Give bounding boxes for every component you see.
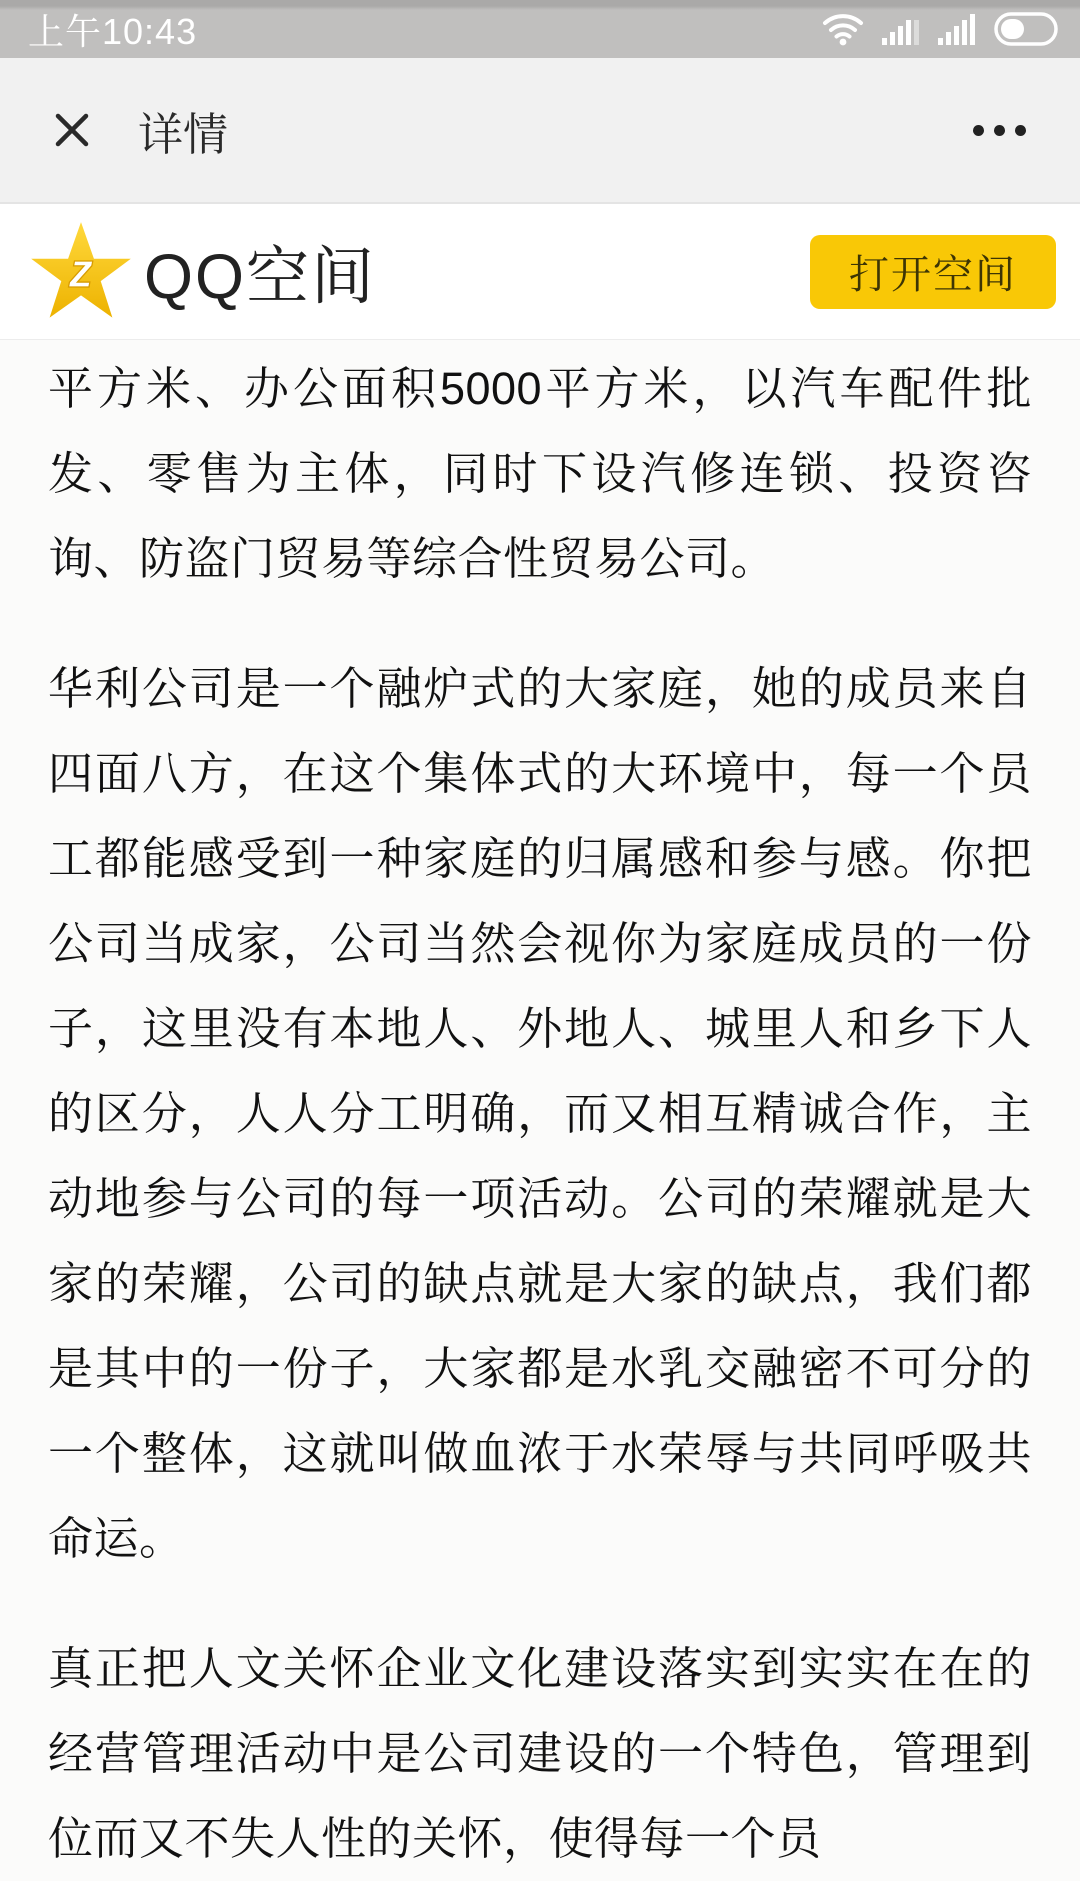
signal-icon (882, 13, 920, 45)
close-icon[interactable] (52, 110, 92, 150)
wifi-icon (822, 12, 864, 46)
svg-text:z: z (68, 243, 94, 298)
paragraph: 华利公司是一个融炉式的大家庭，她的成员来自四面八方，在这个集体式的大环境中，每一个员工都能感受到一种家庭的归属感和参与感。你把公司当成家，公司当然会视你为家庭成员的一份子，这里没有本地人、外地人、城里人和乡下人的区分，人人分工明确，而又相互精诚合作，主动地参与公司的每一项活动。公司的荣耀就是大家的荣耀，公司的缺点就是大家的缺点，我们都是其中的一份子，大家都是水乳交融密不可分的一个整体，这就叫做血浓于水荣辱与共同呼吸共命运。 (48, 663, 1032, 1564)
page-title: 详情 (138, 108, 229, 160)
more-dots-icon[interactable] (971, 115, 1028, 146)
qzone-logo (28, 219, 376, 325)
status-bar (0, 0, 1080, 58)
signal-icon (938, 13, 976, 45)
qzone-banner (0, 204, 1080, 340)
article-body (0, 340, 1080, 1881)
battery-icon (994, 12, 1058, 46)
qzone-star-icon (28, 219, 134, 325)
clock: 上午10:43 (28, 10, 198, 52)
paragraph: 真正把人文关怀企业文化建设落实到实实在在的经营管理活动中是公司建设的一个特色，管理到位而又不失人性的关怀，使得每一个员 (48, 1643, 1032, 1864)
open-qzone-button[interactable]: 打开空间 (810, 235, 1056, 309)
brand-name: QQ空间 (144, 242, 377, 312)
paragraph: 平方米、办公面积5000平方米，以汽车配件批发、零售为主体，同时下设汽修连锁、投资咨询、防盗门贸易等综合性贸易公司。 (48, 363, 1032, 584)
nav-bar (0, 58, 1080, 204)
status-icons (822, 12, 1058, 46)
